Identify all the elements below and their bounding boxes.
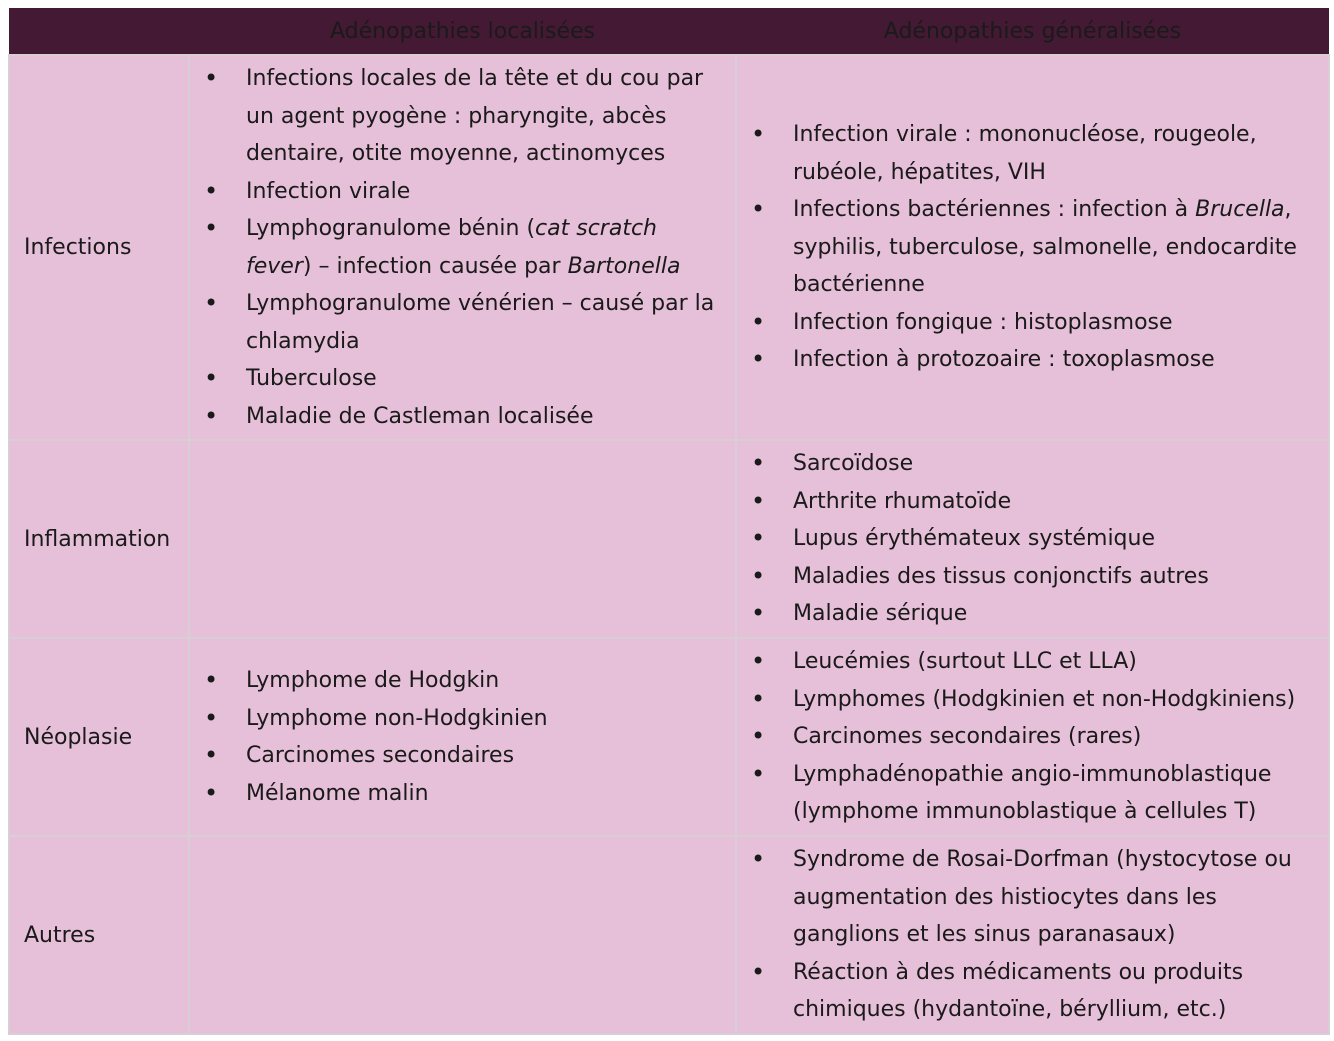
category-cell: Autres	[9, 836, 189, 1034]
list-item	[190, 285, 735, 360]
generalized-cell	[736, 638, 1329, 836]
item-text: , syphilis, tuberculose, salmonelle, endocardite bactérienne	[793, 197, 1297, 298]
table-row	[9, 836, 1329, 1034]
table-row	[9, 638, 1329, 836]
localized-list	[190, 662, 735, 812]
item-text: Lymphogranulome vénérien – causé par la chlamydia	[246, 291, 715, 354]
item-text: ) – infection causée par	[302, 253, 568, 279]
list-item	[190, 360, 735, 398]
italic-term: cat scratch fever	[246, 216, 657, 279]
list-item	[737, 445, 1328, 483]
item-text: Sarcoïdose	[793, 451, 914, 477]
list-item	[737, 681, 1328, 719]
item-text: Lymphogranulome bénin (	[246, 216, 536, 241]
item-text: Lymphomes (Hodgkinien et non-Hodgkiniens)	[793, 686, 1296, 712]
generalized-list	[737, 841, 1328, 1029]
list-item	[737, 341, 1328, 379]
category-cell: Infections	[9, 55, 189, 440]
list-item	[737, 304, 1328, 342]
list-item	[737, 483, 1328, 521]
category-cell: Néoplasie	[9, 638, 189, 836]
localized-cell	[189, 55, 736, 440]
item-text: Infection virale : mononucléose, rougeole, rubéole, hépatites, VIH	[793, 122, 1257, 185]
generalized-cell	[736, 440, 1329, 638]
item-text: Maladie de Castleman localisée	[246, 403, 594, 429]
list-item	[737, 191, 1328, 304]
item-text: Mélanome malin	[246, 780, 429, 806]
list-item	[737, 756, 1328, 831]
table-row	[9, 440, 1329, 638]
list-item	[190, 210, 735, 285]
item-text: Lymphome de Hodgkin	[246, 668, 500, 693]
table-body	[9, 55, 1329, 1034]
italic-term: Brucella	[1195, 197, 1285, 223]
localized-cell	[189, 440, 736, 638]
item-text: Carcinomes secondaires (rares)	[793, 724, 1142, 750]
item-text: Carcinomes secondaires	[246, 743, 515, 768]
list-item	[737, 595, 1328, 633]
list-item	[737, 954, 1328, 1029]
item-text: Maladie sérique	[793, 601, 968, 627]
adenopathy-table-container	[8, 8, 1328, 1035]
item-text: Lymphadénopathie angio-immunoblastique (lymphome immunoblastique à cellules T)	[793, 761, 1272, 825]
header-row	[9, 8, 1329, 55]
list-item	[190, 662, 735, 700]
list-item	[190, 775, 735, 813]
item-text: Infection fongique : histoplasmose	[793, 309, 1173, 335]
list-item	[737, 520, 1328, 558]
header-empty-cell	[9, 8, 189, 55]
item-text: Tuberculose	[246, 366, 377, 391]
item-text: Syndrome de Rosai-Dorfman (hystocytose ou augmentation des histiocytes dans les ganglions et les sinus paranasaux)	[793, 847, 1292, 948]
item-text: Lymphome non-Hodgkinien	[246, 705, 548, 731]
list-item	[737, 718, 1328, 756]
item-text: Infections bactériennes : infection à	[793, 197, 1196, 223]
list-item	[737, 116, 1328, 191]
header-localized: Adénopathies localisées	[189, 8, 736, 55]
item-text: Réaction à des médicaments ou produits chimiques (hydantoïne, béryllium, etc.)	[793, 959, 1244, 1023]
header-generalized: Adénopathies généralisées	[736, 8, 1329, 55]
category-cell: Inflammation	[9, 440, 189, 638]
list-item	[190, 398, 735, 436]
item-text: Leucémies (surtout LLC et LLA)	[793, 649, 1137, 675]
list-item	[737, 841, 1328, 954]
italic-term: Bartonella	[567, 253, 681, 279]
generalized-list	[737, 445, 1328, 633]
list-item	[190, 173, 735, 211]
item-text: Infection virale	[246, 178, 411, 204]
item-text: Lupus érythémateux systémique	[793, 526, 1156, 552]
list-item	[190, 700, 735, 738]
adenopathy-table	[8, 8, 1330, 1035]
item-text: Maladies des tissus conjonctifs autres	[793, 563, 1209, 589]
table-header	[9, 8, 1329, 55]
generalized-list	[737, 643, 1328, 831]
localized-list	[190, 60, 735, 435]
localized-cell	[189, 638, 736, 836]
item-text: Infections locales de la tête et du cou par un agent pyogène : pharyngite, abcès dentaire, otite moyenne, actinomyces	[246, 66, 704, 166]
generalized-cell	[736, 55, 1329, 440]
list-item	[737, 558, 1328, 596]
list-item	[190, 737, 735, 775]
localized-cell	[189, 836, 736, 1034]
item-text: Arthrite rhumatoïde	[793, 488, 1012, 514]
item-text: Infection à protozoaire : toxoplasmose	[793, 347, 1215, 373]
generalized-list	[737, 116, 1328, 379]
table-row	[9, 55, 1329, 440]
list-item	[737, 643, 1328, 681]
generalized-cell	[736, 836, 1329, 1034]
list-item	[190, 60, 735, 173]
